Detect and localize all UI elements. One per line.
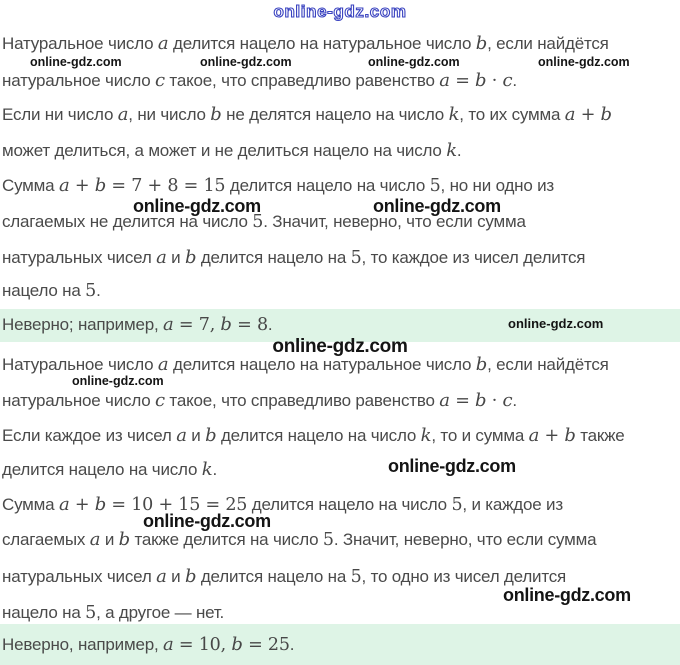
- text-run: также: [575, 426, 625, 445]
- text-run: Неверно, например,: [2, 635, 164, 654]
- text-run: .: [456, 141, 462, 160]
- math-variable: c: [155, 390, 165, 411]
- text-run: такое, что справедливо равенство: [164, 391, 440, 410]
- text-run: , то каждое из чисел делится: [361, 248, 586, 267]
- text-run: также делится на число: [129, 530, 323, 549]
- text-run: нацело на: [2, 281, 86, 300]
- math-number: = 10 + 15 = 25: [106, 495, 248, 515]
- text-run: натуральных чисел: [2, 248, 157, 267]
- math-variable: b: [475, 354, 488, 375]
- text-run: делится нацело на число: [247, 495, 452, 514]
- statement-line: [2, 104, 612, 125]
- math-variable: k: [446, 140, 457, 161]
- math-number: ·: [486, 71, 503, 91]
- math-variable: a: [156, 566, 167, 587]
- math-variable: a: [117, 104, 129, 125]
- text-run: делится нацело на: [196, 248, 351, 267]
- text-run: Неверно; например,: [2, 315, 164, 334]
- math-variable: b: [475, 70, 487, 91]
- statement-line: [2, 70, 517, 91]
- math-number: = 10,: [173, 635, 232, 655]
- text-run: Сумма: [2, 495, 59, 514]
- watermark-small: online-gdz.com: [538, 55, 630, 69]
- text-run: Если каждое из чисел: [2, 426, 177, 445]
- watermark-bold: online-gdz.com: [272, 336, 408, 357]
- text-run: делится нацело на число: [225, 176, 430, 195]
- math-number: 5: [350, 248, 362, 268]
- text-run: такое, что справедливо равенство: [164, 71, 440, 90]
- text-run: делится нацело на натуральное число: [168, 34, 476, 53]
- math-number: =: [449, 391, 476, 411]
- math-number: 5: [429, 176, 441, 196]
- math-variable: b: [475, 33, 488, 54]
- text-run: .: [96, 281, 101, 300]
- math-variable: b: [600, 104, 612, 125]
- math-variable: b: [94, 494, 107, 515]
- math-variable: c: [502, 70, 513, 91]
- math-variable: a: [89, 529, 101, 550]
- math-variable: a: [157, 354, 169, 375]
- watermark-bold: online-gdz.com: [143, 511, 271, 531]
- statement-line: [2, 390, 517, 411]
- math-number: 5: [350, 567, 362, 587]
- text-run: , если найдётся: [487, 355, 609, 374]
- text-run: , то их сумма: [459, 105, 565, 124]
- text-run: и: [186, 426, 206, 445]
- text-run: натуральное число: [2, 391, 156, 410]
- text-run: натуральных чисел: [2, 567, 157, 586]
- text-run: .: [212, 460, 217, 479]
- text-run: делится нацело на: [196, 567, 351, 586]
- text-run: слагаемых: [2, 530, 90, 549]
- math-number: +: [575, 105, 601, 125]
- text-run: и: [100, 530, 119, 549]
- watermark-bold: online-gdz.com: [373, 196, 501, 216]
- math-variable: a: [157, 33, 169, 54]
- statement-line: [2, 247, 585, 268]
- text-run: слагаемых не делится на число: [2, 212, 253, 231]
- text-run: , но ни одно из: [440, 176, 555, 195]
- statement-line: [2, 354, 609, 375]
- statement-line: [2, 212, 526, 232]
- math-variable: c: [502, 390, 513, 411]
- math-variable: a: [439, 390, 450, 411]
- math-number: =: [449, 71, 476, 91]
- text-run: .: [512, 391, 517, 410]
- math-variable: b: [475, 390, 487, 411]
- statement-line: [2, 603, 224, 623]
- text-run: делится нацело на натуральное число: [168, 355, 476, 374]
- statement-line: [2, 140, 461, 161]
- math-number: ·: [486, 391, 503, 411]
- math-variable: b: [118, 529, 130, 550]
- math-number: +: [69, 495, 95, 515]
- math-variable: a: [163, 634, 174, 655]
- text-run: .: [289, 635, 295, 654]
- watermark-bold: online-gdz.com: [388, 456, 516, 476]
- watermark-small: online-gdz.com: [72, 374, 164, 388]
- statement-line: [2, 459, 217, 480]
- math-number: = 8: [231, 315, 268, 335]
- math-variable: c: [155, 70, 165, 91]
- math-number: = 7: [173, 315, 210, 335]
- text-run: и: [166, 567, 185, 586]
- watermark-small: online-gdz.com: [368, 55, 460, 69]
- answer-line: [2, 634, 294, 655]
- text-run: не делятся нацело на число: [221, 105, 449, 124]
- math-variable: b: [231, 634, 243, 655]
- math-number: 5: [451, 495, 463, 515]
- text-run: Если ни число: [2, 105, 118, 124]
- text-run: , ни число: [128, 105, 211, 124]
- text-run: делится нацело на число: [216, 426, 421, 445]
- math-number: +: [69, 176, 95, 196]
- math-variable: b: [564, 425, 576, 446]
- statement-line: [2, 33, 609, 54]
- math-variable: a: [564, 104, 576, 125]
- watermark-small: online-gdz.com: [508, 316, 604, 331]
- math-variable: b: [94, 175, 107, 196]
- math-number: = 25: [242, 635, 290, 655]
- math-variable: a: [58, 494, 70, 515]
- math-number: = 7 + 8 = 15: [106, 176, 226, 196]
- math-variable: b: [184, 247, 197, 268]
- text-run: , а другое — нет.: [96, 603, 225, 622]
- math-number: 5: [85, 281, 97, 301]
- text-run: и: [166, 248, 185, 267]
- math-variable: b: [220, 314, 232, 335]
- text-run: Сумма: [2, 176, 59, 195]
- text-run: может делиться, а может и не делиться нацело на число: [2, 141, 447, 160]
- math-variable: a: [439, 70, 450, 91]
- watermark-small: online-gdz.com: [30, 55, 122, 69]
- text-run: , если найдётся: [487, 34, 609, 53]
- answer-line: [2, 314, 272, 335]
- text-run: .: [512, 71, 517, 90]
- text-run: Натуральное число: [2, 34, 158, 53]
- math-variable: b: [205, 425, 217, 446]
- math-variable: a: [528, 425, 540, 446]
- text-run: , то и сумма: [431, 426, 529, 445]
- watermark-small: online-gdz.com: [200, 55, 292, 69]
- text-run: нацело на: [2, 603, 86, 622]
- math-variable: a: [58, 175, 70, 196]
- math-number: 5: [322, 530, 334, 550]
- text-run: натуральное число: [2, 71, 156, 90]
- text-run: . Значит, неверно, что если сумма: [333, 530, 597, 549]
- watermark-outline: online-gdz.com: [273, 2, 407, 21]
- math-variable: b: [210, 104, 222, 125]
- math-variable: k: [201, 459, 213, 480]
- statement-line: [2, 529, 596, 550]
- math-variable: a: [156, 247, 167, 268]
- math-variable: a: [163, 314, 174, 335]
- math-variable: k: [420, 425, 432, 446]
- statement-line: [2, 566, 566, 587]
- statement-line: [2, 175, 554, 196]
- text-run: , и каждое из: [462, 495, 563, 514]
- watermark-bold: online-gdz.com: [133, 196, 261, 216]
- math-number: 5: [252, 212, 264, 232]
- statement-line: [2, 425, 625, 446]
- text-run: .: [267, 315, 273, 334]
- math-variable: a: [176, 425, 187, 446]
- statement-line: [2, 494, 563, 515]
- math-number: ,: [209, 315, 221, 335]
- text-run: Натуральное число: [2, 355, 158, 374]
- watermark-bold: online-gdz.com: [503, 585, 631, 605]
- math-number: +: [539, 426, 565, 446]
- math-variable: b: [184, 566, 197, 587]
- math-number: 5: [85, 603, 97, 623]
- text-run: . Значит, неверно, что если сумма: [263, 212, 526, 231]
- text-run: , то одно из чисел делится: [361, 567, 567, 586]
- math-variable: k: [448, 104, 460, 125]
- statement-line: [2, 281, 101, 301]
- text-run: делится нацело на число: [2, 460, 202, 479]
